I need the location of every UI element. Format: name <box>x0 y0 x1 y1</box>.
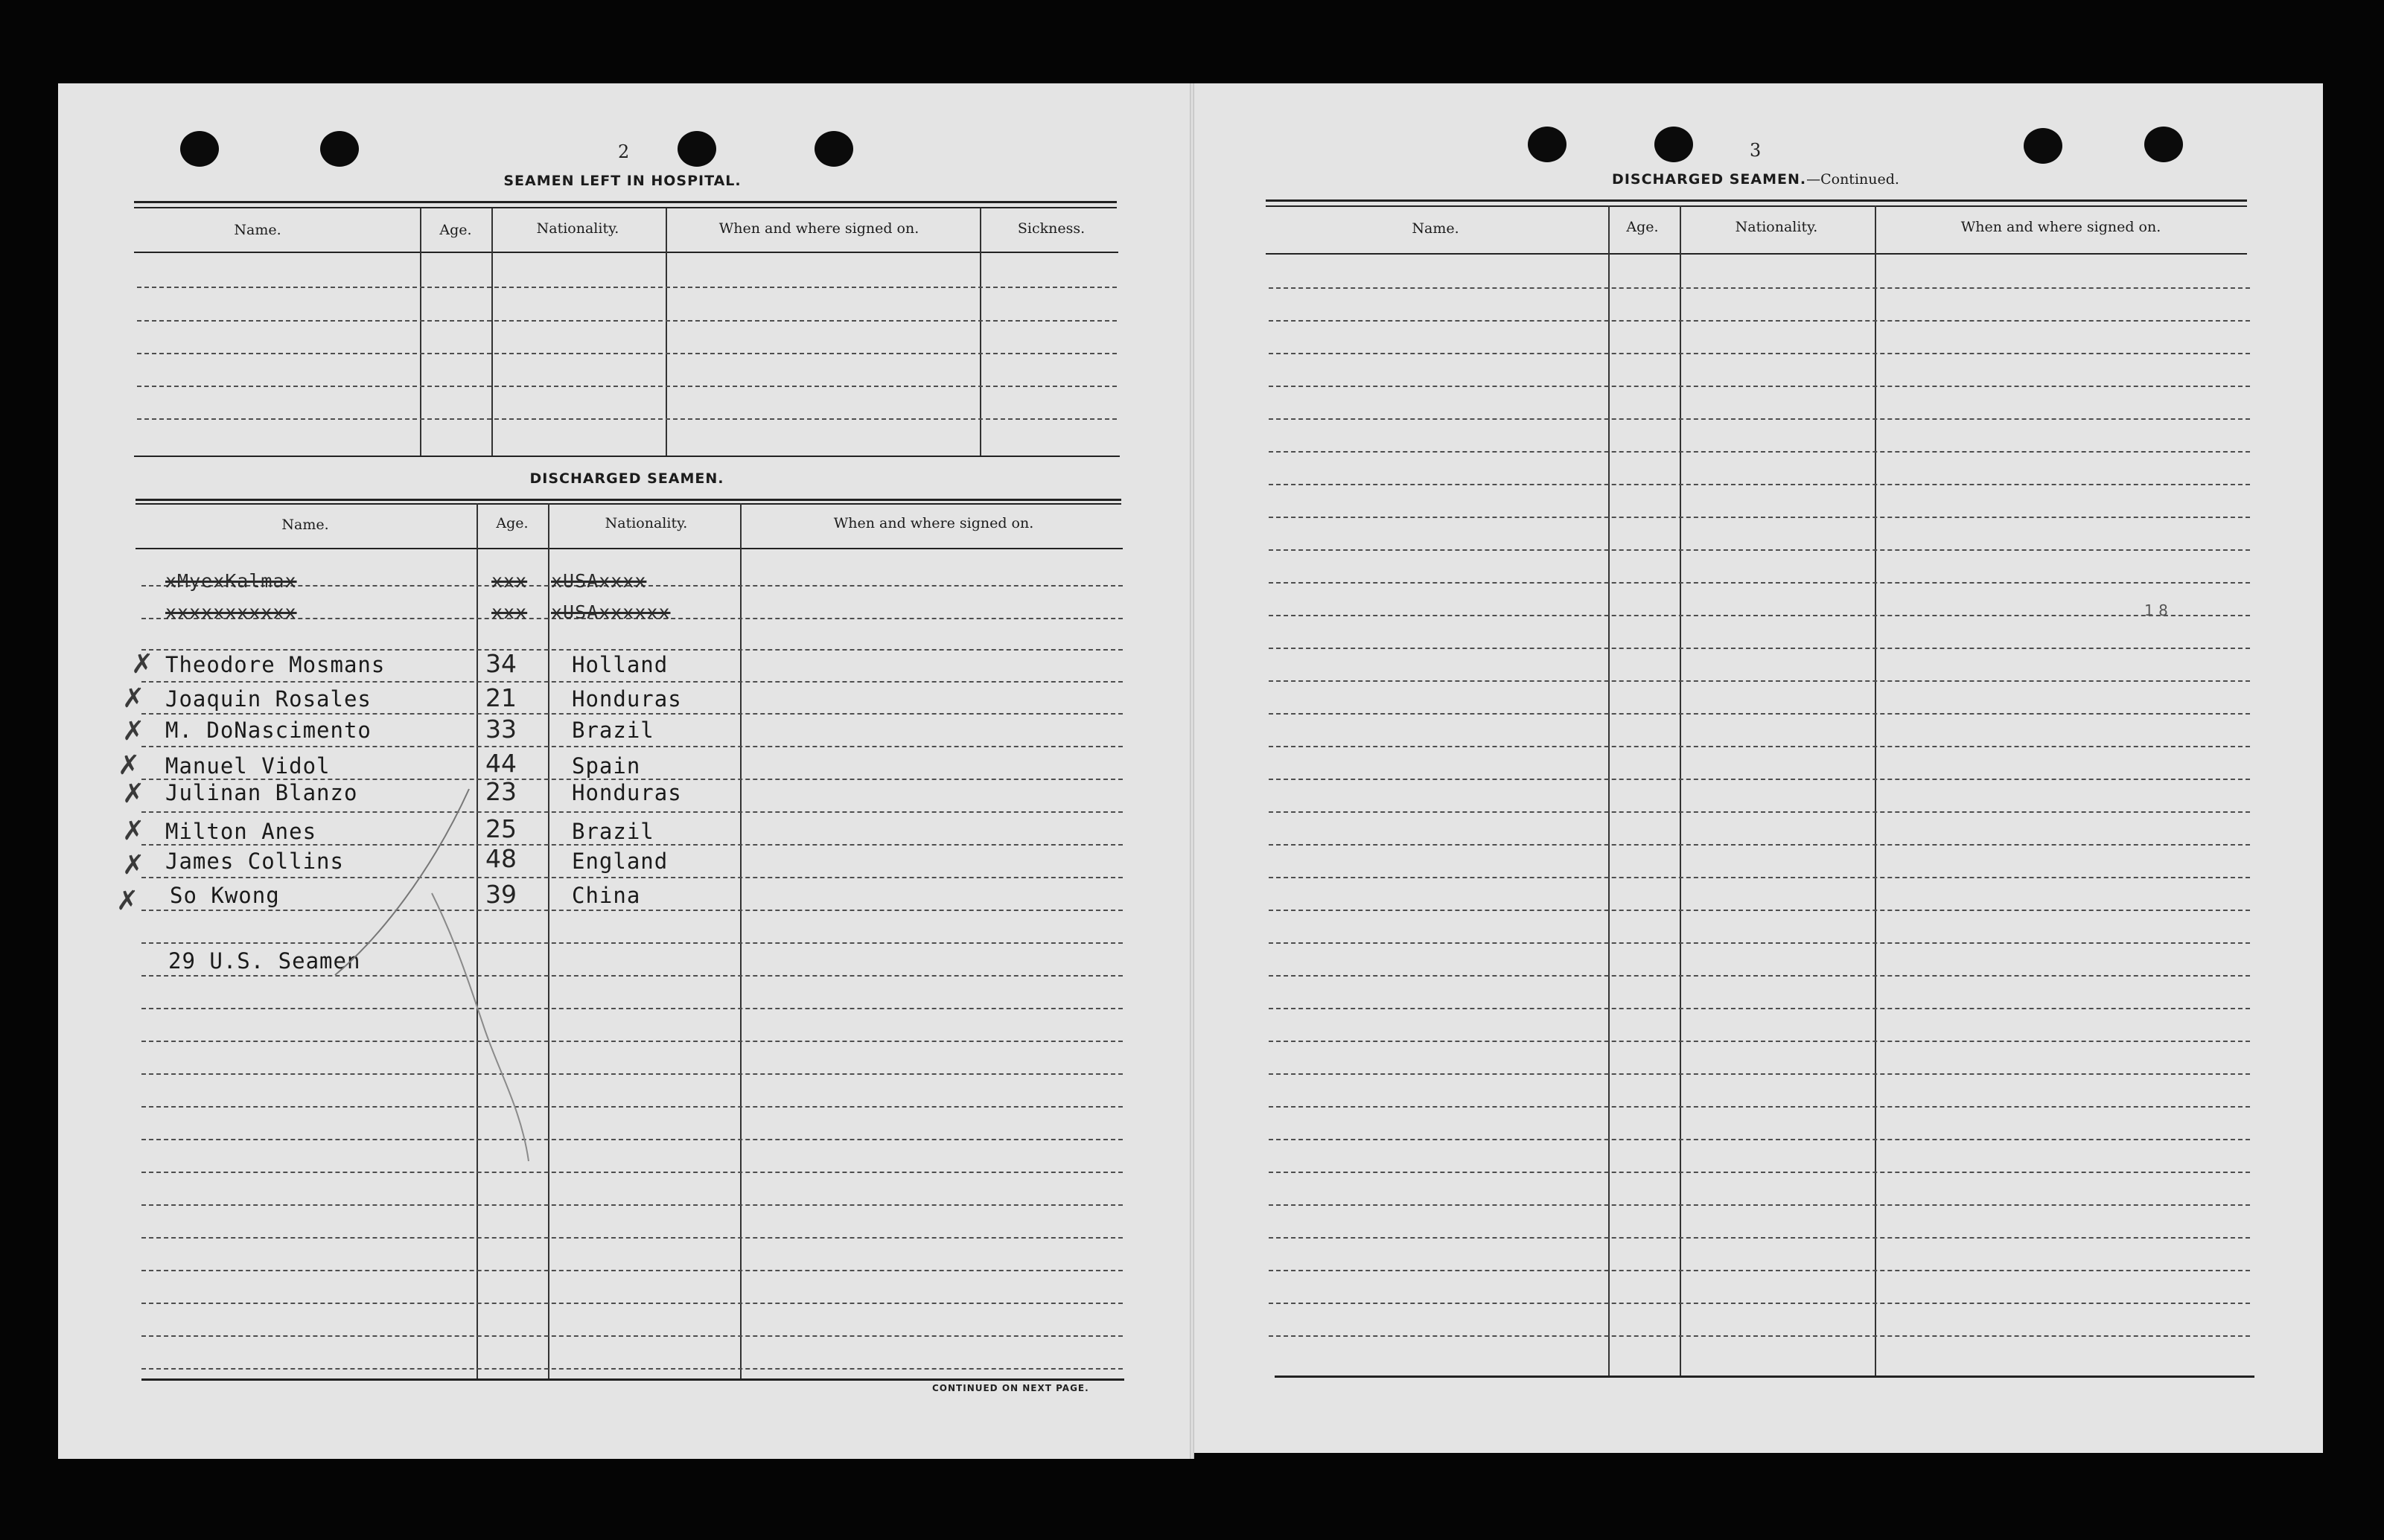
seaman-nationality: Brazil <box>572 819 654 844</box>
seaman-name: Julinan Blanzo <box>165 780 358 805</box>
discharged-continued-title-suffix: —Continued. <box>1806 171 1899 188</box>
discharged-col-nationality: Nationality. <box>605 515 688 531</box>
right-col-signed-on: When and where signed on. <box>1960 219 2161 235</box>
seaman-age: 44 <box>485 749 517 778</box>
page-gutter <box>1190 83 1194 1459</box>
punch-hole <box>815 131 853 167</box>
punch-hole <box>320 131 359 167</box>
struck-age: xxx <box>491 601 528 623</box>
punch-hole <box>678 131 716 167</box>
seaman-nationality: Spain <box>572 753 641 779</box>
discharged-col-name: Name. <box>281 517 329 533</box>
seaman-nationality: Brazil <box>572 718 654 743</box>
seaman-age: 33 <box>485 715 517 744</box>
seaman-nationality: China <box>572 883 641 908</box>
seaman-age: 21 <box>485 683 517 712</box>
punch-hole <box>180 131 219 167</box>
punch-hole <box>1654 127 1693 162</box>
struck-age: xxx <box>491 570 528 592</box>
struck-name: xxxxxxxxxxx <box>165 601 297 623</box>
hospital-col-age: Age. <box>439 222 472 238</box>
check-mark: ✗ <box>122 716 145 747</box>
seaman-nationality: Honduras <box>572 780 682 805</box>
discharged-section-title: DISCHARGED SEAMEN. <box>529 470 724 487</box>
discharged-continued-title <box>1612 171 1899 188</box>
page-number: 3 <box>1750 140 1762 161</box>
discharged-col-age: Age. <box>496 515 529 531</box>
punch-hole <box>2144 127 2183 162</box>
check-mark: ✗ <box>122 850 145 881</box>
right-col-age: Age. <box>1626 219 1659 235</box>
continued-footer: CONTINUED ON NEXT PAGE. <box>932 1383 1089 1393</box>
seaman-nationality: Holland <box>572 652 669 677</box>
hospital-section-title: SEAMEN LEFT IN HOSPITAL. <box>503 173 742 189</box>
seaman-name: So Kwong <box>170 883 280 908</box>
struck-name: xMyexKalmax <box>165 570 297 592</box>
struck-nationality: xUSAxxxxxx <box>551 601 671 623</box>
hospital-col-nationality: Nationality. <box>536 220 619 237</box>
hospital-col-signed-on: When and where signed on. <box>718 220 920 237</box>
pencil-note: 1 8 <box>2144 601 2168 619</box>
pencil-stroke <box>298 759 625 1176</box>
punch-hole <box>2024 128 2062 164</box>
discharged-col-signed-on: When and where signed on. <box>833 515 1034 531</box>
check-mark: ✗ <box>131 649 154 680</box>
check-mark: ✗ <box>122 683 145 714</box>
check-mark: ✗ <box>122 779 145 809</box>
struck-nationality: xUSAxxxx <box>551 570 647 592</box>
summary-line: 29 U.S. Seamen <box>168 948 361 974</box>
seaman-name: Milton Anes <box>165 819 317 844</box>
seaman-name: James Collins <box>165 849 344 874</box>
hospital-col-name: Name. <box>234 222 281 238</box>
hospital-col-sickness: Sickness. <box>1017 220 1086 237</box>
seaman-name: Manuel Vidol <box>165 753 331 779</box>
check-mark: ✗ <box>116 886 139 916</box>
seaman-name: M. DoNascimento <box>165 718 372 743</box>
seaman-age: 34 <box>485 649 517 678</box>
right-col-name: Name. <box>1412 220 1459 237</box>
seaman-nationality: Honduras <box>572 686 682 712</box>
punch-hole <box>1528 127 1567 162</box>
seaman-name: Theodore Mosmans <box>165 652 386 677</box>
page-number: 2 <box>618 141 630 162</box>
right-page <box>1193 83 2323 1453</box>
seaman-age: 39 <box>485 880 517 909</box>
right-col-nationality: Nationality. <box>1735 219 1818 235</box>
seaman-name: Joaquin Rosales <box>165 686 372 712</box>
seaman-nationality: England <box>572 849 669 874</box>
seaman-age: 48 <box>485 844 517 873</box>
check-mark: ✗ <box>118 750 141 781</box>
seaman-age: 23 <box>485 777 517 806</box>
check-mark: ✗ <box>122 816 145 846</box>
seaman-age: 25 <box>485 814 517 843</box>
discharged-continued-title-main: DISCHARGED SEAMEN. <box>1612 171 1807 188</box>
